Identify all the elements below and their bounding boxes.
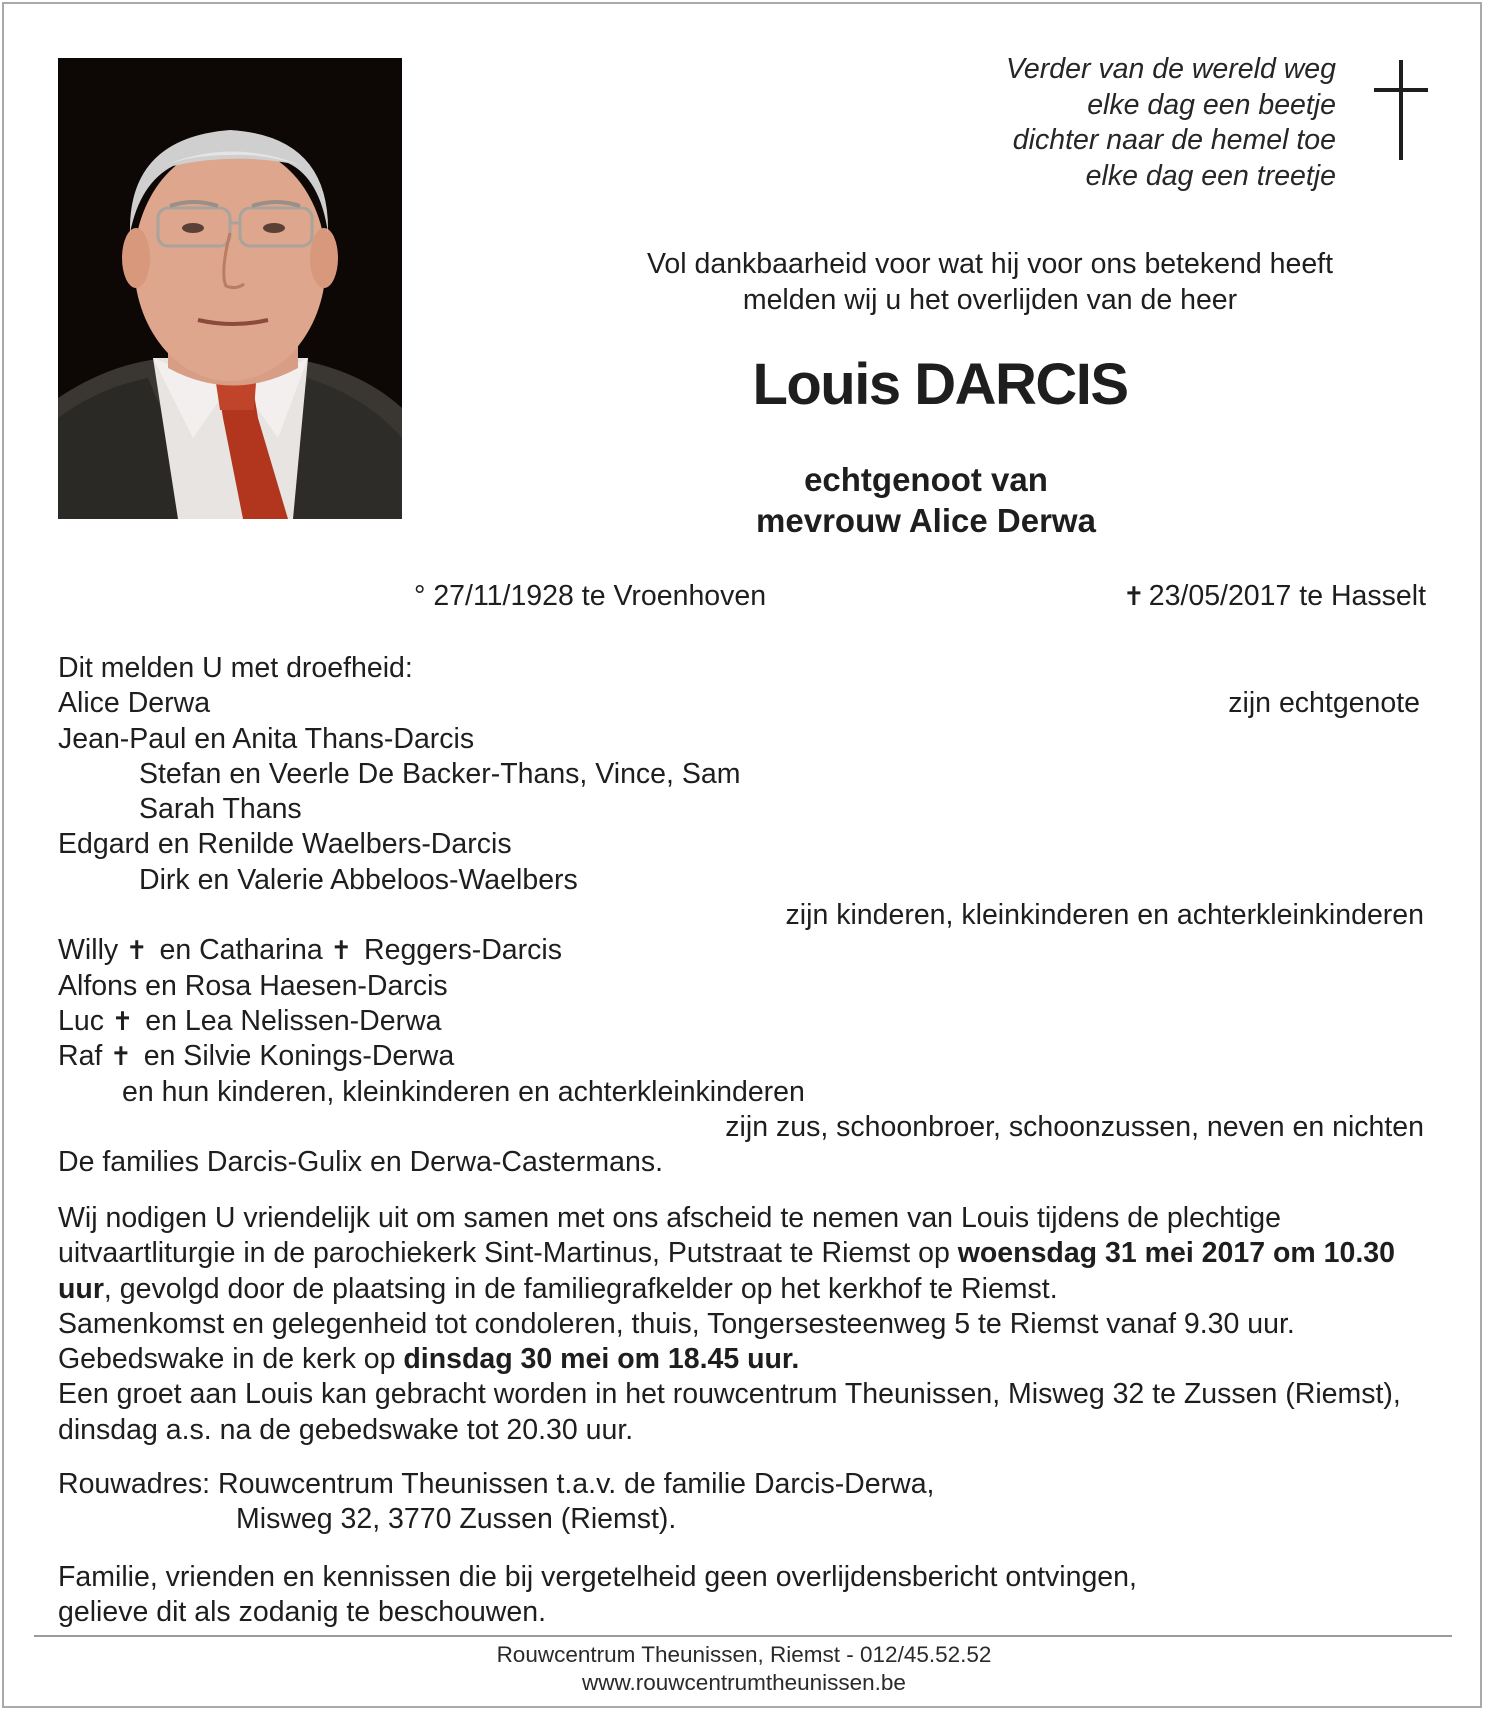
list-item: zijn kinderen, kleinkinderen en achterkleinkinderen [785, 899, 1424, 932]
list-item: zijn zus, schoonbroer, schoonzussen, neven en nichten [725, 1110, 1424, 1143]
death-date [1123, 580, 1426, 613]
list-item: Alice Derwa zijn echtgenote [58, 687, 1420, 720]
intro-text [520, 247, 1460, 318]
list-item: Willy ✝ en Catharina ✝ Reggers-Darcis [58, 933, 1424, 968]
visit-paragraph: Een groet aan Louis kan gebracht worden in het rouwcentrum Theunissen, Misweg 32 te Zussen (Riemst), dinsdag a.s. na de gebedswake tot 20.30 uur. [58, 1378, 1401, 1446]
death-cross-icon: ✝ [1123, 583, 1145, 611]
spouse-line: mevrouw Alice Derwa [756, 502, 1096, 539]
condolence-paragraph: Samenkomst en gelegenheid tot condoleren, thuis, Tongersesteenweg 5 te Riemst vanaf 9.30 uur. [58, 1307, 1295, 1340]
list-item: Alfons en Rosa Haesen-Darcis [58, 969, 448, 1002]
birth-date [414, 580, 766, 613]
funeral-details [58, 1201, 1438, 1448]
cross-icon: ✝ [330, 937, 353, 966]
deceased-name: Louis DARCIS [752, 352, 1128, 417]
list-item: Sarah Thans [139, 793, 302, 826]
funeral-paragraph: Wij nodigen U vriendelijk uit om samen met ons afscheid te nemen van Louis tijdens de plechtige uitvaartliturgie in de parochiekerk Sint-Martinus, Putstraat te Riemst op woensdag 31 mei 2017 om 10.30 uur, gevolgd door de plaatsing in de familiegrafkelder op het kerkhof te Riemst. [58, 1202, 1395, 1305]
cross-icon: ✝ [110, 1043, 132, 1072]
list-item: De families Darcis-Gulix en Derwa-Castermans. [58, 1146, 663, 1179]
portrait-drawing [58, 58, 402, 519]
death-text: 23/05/2017 te Hasselt [1148, 580, 1426, 612]
mourning-address: Rouwadres: Rouwcentrum Theunissen t.a.v. de familie Darcis-Derwa, Misweg 32, 3770 Zussen (Riemst). [58, 1468, 935, 1536]
list-item: Stefan en Veerle De Backer-Thans, Vince, Sam [139, 757, 741, 790]
mourners-list [58, 651, 1424, 1180]
poem-line: elke dag een treetje [1085, 159, 1336, 192]
list-item: Luc ✝ en Lea Nelissen-Derwa [58, 1004, 1424, 1039]
poem-line: Verder van de wereld weg [1005, 53, 1336, 85]
list-item: Edgard en Renilde Waelbers-Darcis [58, 828, 512, 861]
poem-line: elke dag een beetje [1087, 88, 1336, 121]
footer-website-link[interactable]: www.rouwcentrumtheunissen.be [582, 1670, 906, 1695]
list-item: Dit melden U met droefheid: [58, 652, 413, 684]
footer-divider [34, 1635, 1452, 1637]
list-item: Raf ✝ en Silvie Konings-Derwa [58, 1039, 1424, 1074]
footer [0, 1641, 1488, 1697]
footer-contact: Rouwcentrum Theunissen, Riemst - 012/45.52.52 [496, 1642, 992, 1667]
birth-text: 27/11/1928 te Vroenhoven [433, 580, 767, 612]
vigil-paragraph: Gebedswake in de kerk op dinsdag 30 mei om 18.45 uur. [58, 1343, 800, 1376]
birth-symbol: ° [414, 580, 426, 612]
cross-icon [1371, 60, 1431, 160]
cross-icon: ✝ [126, 937, 148, 966]
poem [1006, 52, 1336, 194]
list-item: Dirk en Valerie Abbeloos-Waelbers [139, 863, 578, 896]
cross-icon: ✝ [111, 1007, 134, 1036]
intro-line: melden wij u het overlijden van de heer [742, 283, 1238, 316]
list-item: Jean-Paul en Anita Thans-Darcis [58, 722, 475, 755]
spouse-info [626, 459, 1226, 541]
poem-line: dichter naar de hemel toe [1012, 124, 1336, 156]
list-item: en hun kinderen, kleinkinderen en achterkleinkinderen [122, 1075, 805, 1108]
intro-line: Vol dankbaarheid voor wat hij voor ons betekend heeft [646, 248, 1334, 280]
spouse-line: echtgenoot van [804, 461, 1048, 498]
portrait-photo [58, 58, 402, 519]
notice-text: Familie, vrienden en kennissen die bij vergetelheid geen overlijdensbericht ontvingen, gelieve dit als zodanig te beschouwen. [58, 1561, 1137, 1629]
